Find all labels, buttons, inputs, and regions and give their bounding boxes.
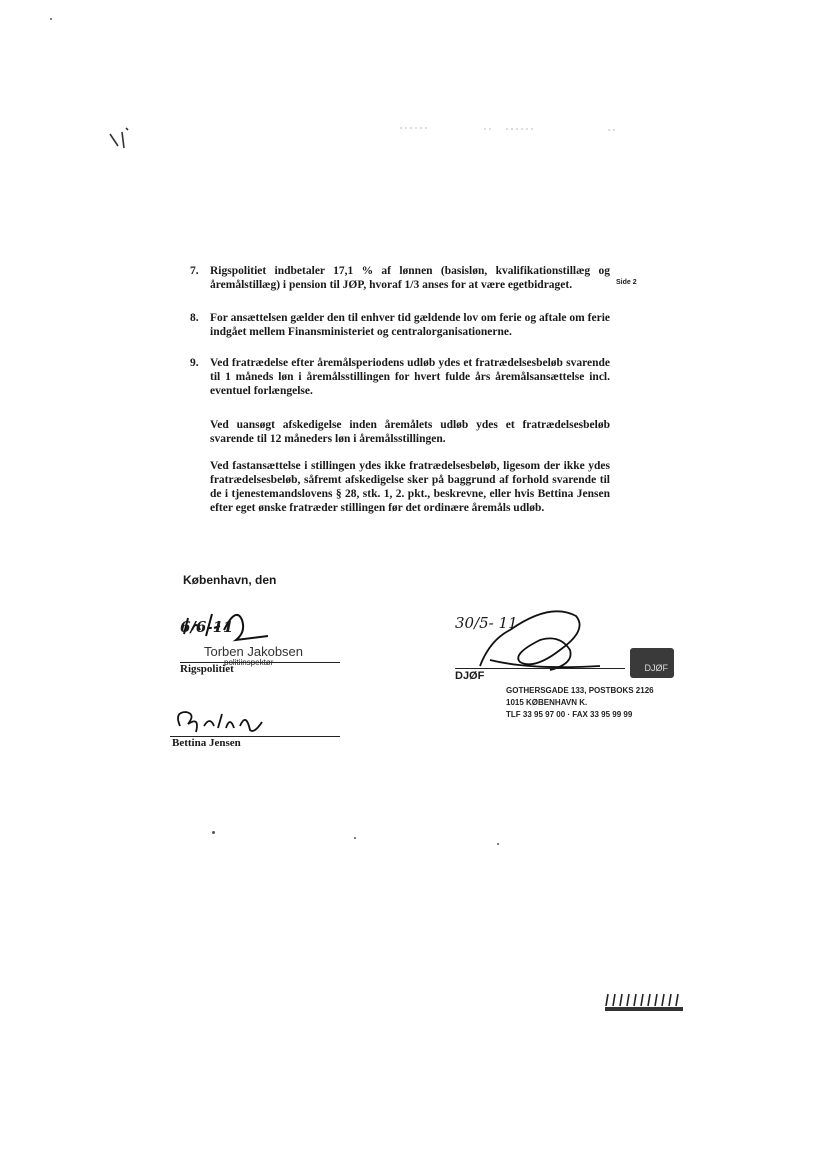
employee-signature-scribble bbox=[170, 704, 280, 740]
djof-stamp-text: DJØF bbox=[644, 663, 668, 673]
scan-speck bbox=[497, 843, 499, 845]
police-signatory-name: Torben Jakobsen bbox=[204, 644, 304, 659]
clause-text: For ansættelsen gælder den til enhver tid gældende lov om ferie og aftale om ferie indgået mellem Finansministeriet og centralorganisationerne. bbox=[210, 312, 610, 338]
clause-number: 9. bbox=[190, 357, 199, 369]
header-scan-residue bbox=[396, 122, 626, 134]
employee-name-label: Bettina Jensen bbox=[172, 737, 241, 749]
clause-text: Rigspolitiet indbetaler 17,1 % af lønnen (basisløn, kvalifikationstillæg og åremålstillæg) i pension til JØP, hvoraf 1/3 anses for at være egetbidraget. bbox=[210, 265, 610, 291]
djof-address-line: TLF 33 95 97 00 · FAX 33 95 99 99 bbox=[506, 710, 633, 719]
police-org-label: Rigspolitiet bbox=[180, 663, 234, 675]
djof-address-line: 1015 KØBENHAVN K. bbox=[506, 698, 588, 707]
severance-paragraph-exceptions: Ved fastansættelse i stillingen ydes ikke fratrædelsesbeløb, ligesom der ikke ydes fratrædelsesbeløb, såfremt afskedigelse sker på baggrund af forhold svarende til de i tjenestemandslovens § 28, stk. 1, 2. pkt., beskrevne, eller hvis Bettina Jensen efter eget ønske fratræder stillingen før det ordinære åremåls udløb. bbox=[210, 460, 610, 514]
djof-handwritten-date: 30/5- 11 bbox=[455, 614, 518, 632]
scan-speck bbox=[212, 831, 215, 834]
clause-number: 8. bbox=[190, 312, 199, 324]
severance-paragraph-dismissal: Ved uansøgt afskedigelse inden åremålets udløb ydes et fratrædelsesbeløb svarende til 12 måneders løn i åremålsstillingen. bbox=[210, 419, 610, 445]
archive-tally-marks bbox=[604, 990, 684, 1014]
scan-speck bbox=[50, 18, 52, 20]
djof-address-line: GOTHERSGADE 133, POSTBOKS 2126 bbox=[506, 686, 654, 695]
clause-text: Ved fratrædelse efter åremålsperiodens udløb ydes et fratrædelsesbeløb svarende til 1 måneds løn i åremålsstillingen for hvert fulde års åremålsansættelse incl. eventuel forlængelse. bbox=[210, 357, 610, 397]
police-handwritten-date: 6/6-11 bbox=[180, 618, 234, 636]
djof-signature-line bbox=[455, 668, 625, 669]
djof-org-label: DJØF bbox=[455, 670, 485, 682]
clause-number: 7. bbox=[190, 265, 199, 277]
page-side-note: Side 2 bbox=[616, 279, 637, 286]
djof-logo-stamp bbox=[630, 648, 674, 678]
scan-speck bbox=[354, 837, 356, 839]
corner-scan-mark bbox=[108, 124, 138, 154]
place-date-line: København, den bbox=[183, 573, 277, 587]
